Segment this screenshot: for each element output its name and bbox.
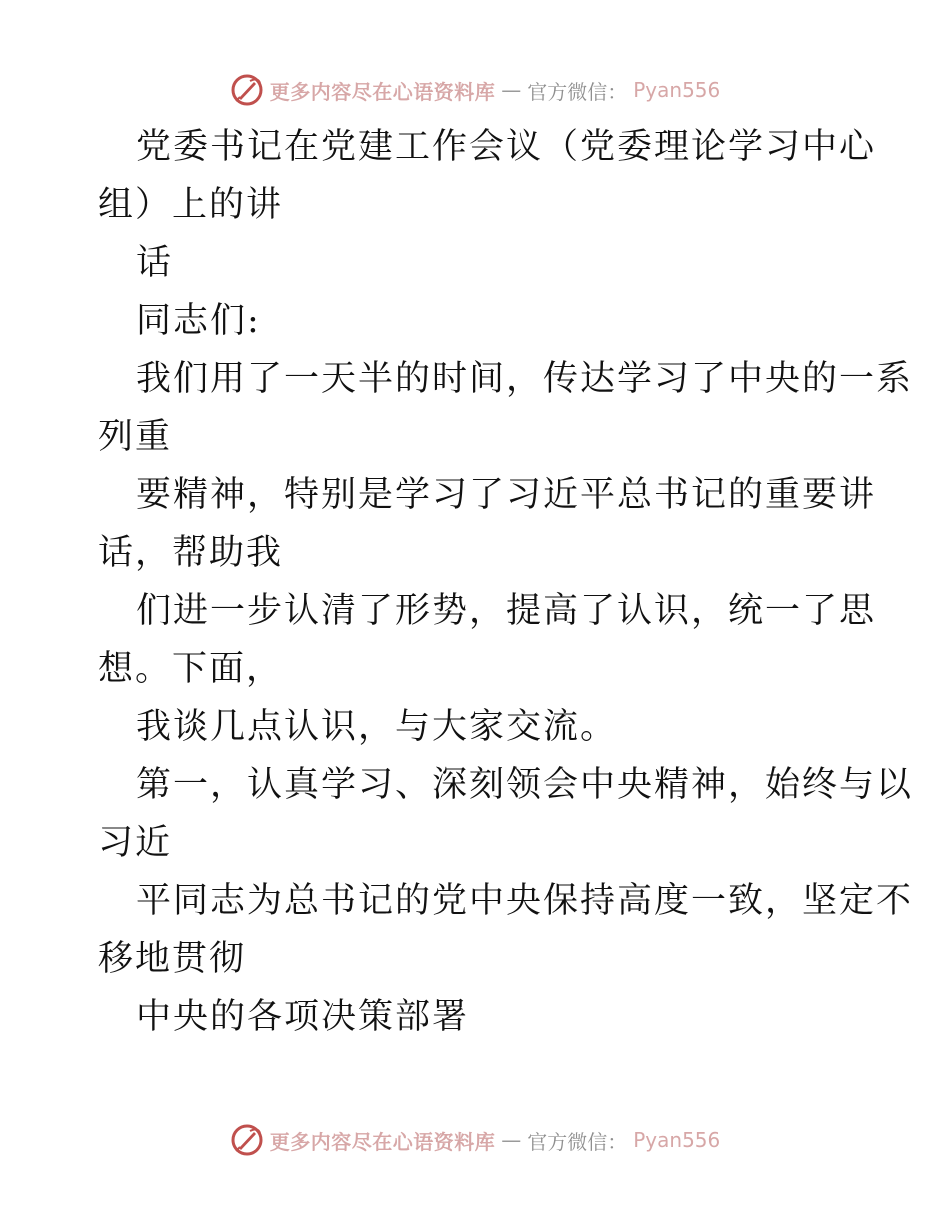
doc-line-5: 列重 [98, 417, 173, 457]
doc-line-salutation: 同志们: [136, 301, 261, 341]
footer-watermark-content [230, 1123, 721, 1157]
doc-line-title-2: 组）上的讲 [98, 185, 284, 225]
header-separator: — [501, 78, 522, 102]
quill-logo-icon [230, 1123, 264, 1157]
footer-wechat-id: Pyan556 [633, 1128, 721, 1152]
quill-logo-icon [230, 73, 264, 107]
doc-line-15: 中央的各项决策部署 [136, 997, 470, 1037]
doc-line-10: 我谈几点认识，与大家交流。 [136, 707, 618, 747]
footer-separator: — [501, 1128, 522, 1152]
doc-line-12: 习近 [98, 823, 173, 863]
doc-line-7: 话，帮助我 [98, 533, 284, 573]
document-body [98, 118, 914, 1046]
doc-line-title-1: 党委书记在党建工作会议（党委理论学习中心 [136, 127, 877, 167]
doc-line-11: 第一，认真学习、深刻领会中央精神，始终与以 [136, 765, 914, 805]
header-wechat-label: 官方微信： [527, 79, 628, 104]
header-promo-text: 更多内容尽在心语资料库 [269, 79, 496, 104]
doc-line-13: 平同志为总书记的党中央保持高度一致，坚定不 [136, 881, 914, 921]
doc-line-4: 我们用了一天半的时间，传达学习了中央的一系 [136, 359, 914, 399]
footer-watermark [0, 1120, 950, 1160]
footer-wechat-label: 官方微信： [527, 1129, 628, 1154]
header-watermark [0, 70, 950, 110]
doc-line-14: 移地贯彻 [98, 939, 247, 979]
doc-line-8: 们进一步认清了形势，提高了认识，统一了思 [136, 591, 877, 631]
footer-promo-text: 更多内容尽在心语资料库 [269, 1129, 496, 1154]
doc-line-9: 想。下面， [98, 649, 284, 689]
header-watermark-content [230, 73, 721, 107]
doc-line-6: 要精神，特别是学习了习近平总书记的重要讲 [136, 475, 877, 515]
doc-line-title-3: 话 [136, 243, 174, 283]
header-wechat-id: Pyan556 [633, 78, 721, 102]
